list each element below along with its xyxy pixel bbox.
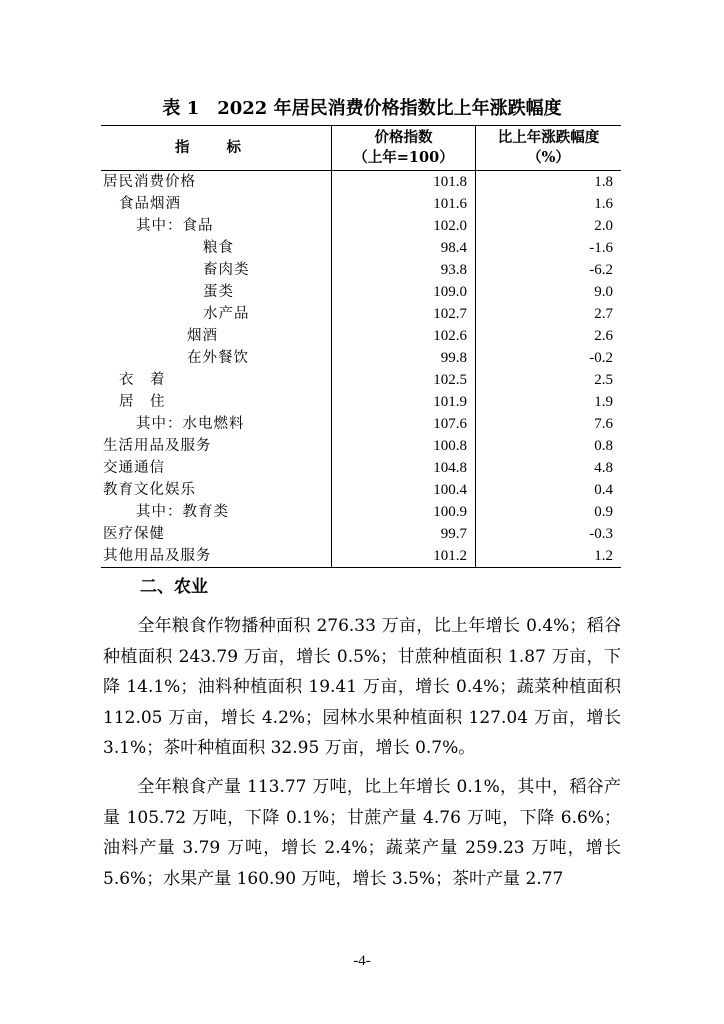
row-index: 101.8 [332, 171, 476, 194]
row-name: 粮食 [101, 237, 332, 259]
paragraph-production [103, 772, 621, 894]
table-row [101, 237, 621, 259]
row-index: 101.6 [332, 193, 476, 215]
row-index: 98.4 [332, 237, 476, 259]
row-name: 居民消费价格 [101, 171, 332, 194]
row-index: 93.8 [332, 259, 476, 281]
table-row [101, 281, 621, 303]
row-name: 教育文化娱乐 [101, 479, 332, 501]
row-change: 2.6 [594, 328, 613, 344]
row-change: 7.6 [594, 416, 613, 432]
row-index: 101.9 [332, 391, 476, 413]
table-row [101, 435, 621, 457]
page-number: -4- [353, 953, 371, 969]
row-index: 99.7 [332, 523, 476, 545]
row-change: -0.3 [589, 526, 613, 542]
paragraph-planting-area [103, 611, 621, 764]
table-row [101, 501, 621, 523]
row-index: 100.4 [332, 479, 476, 501]
table-row [101, 171, 621, 194]
row-change: 4.8 [594, 460, 613, 476]
row-change: 1.6 [594, 196, 613, 212]
row-index: 104.8 [332, 457, 476, 479]
row-change: 0.9 [594, 504, 613, 520]
row-name: 其中：食品 [101, 215, 332, 237]
header-indicator: 指 标 [101, 126, 332, 171]
row-change: -1.6 [589, 240, 613, 256]
row-name: 食品烟酒 [101, 193, 332, 215]
row-name: 其他用品及服务 [101, 545, 332, 568]
table-row [101, 413, 621, 435]
row-change: 1.2 [476, 545, 622, 568]
table-caption: 表 1 2022 年居民消费价格指数比上年涨跌幅度 [162, 98, 562, 119]
row-change: 2.7 [594, 306, 613, 322]
row-name: 居 住 [101, 391, 332, 413]
header-change-line1: 比上年涨跌幅度 [497, 129, 600, 146]
row-name: 其中：教育类 [101, 501, 332, 523]
paragraph-text: 全年粮食产量 113.77 万吨，比上年增长 0.1%，其中，稻谷产量 105.72 万吨，下降 0.1%；甘蔗产量 4.76 万吨，下降 6.6%；油料产量 3.79 万吨，增长 2.4%；蔬菜产量 259.23 万吨，增长 5.6%；水果产量 160.90 万吨，增长 3.5%；茶叶产量 2.77 [103, 777, 621, 889]
row-name: 在外餐饮 [101, 347, 332, 369]
row-name: 水产品 [101, 303, 332, 325]
table-row [101, 347, 621, 369]
table-row [101, 457, 621, 479]
section-title: 二、农业 [140, 577, 208, 597]
row-change: 2.0 [594, 218, 613, 234]
row-index: 102.7 [332, 303, 476, 325]
row-change: 9.0 [594, 284, 613, 300]
row-name: 其中：水电燃料 [101, 413, 332, 435]
header-change [476, 126, 622, 171]
table-row [101, 545, 621, 568]
row-change: 1.8 [594, 174, 613, 190]
table-row [101, 325, 621, 347]
header-price-index [332, 126, 476, 171]
row-change: -0.2 [589, 350, 613, 366]
row-index: 102.6 [332, 325, 476, 347]
table-header-row [101, 126, 621, 171]
paragraph-text: 全年粮食作物播种面积 276.33 万亩，比上年增长 0.4%；稻谷种植面积 243.79 万亩，增长 0.5%；甘蔗种植面积 1.87 万亩，下降 14.1%；油料种植面积 19.41 万亩，增长 0.4%；蔬菜种植面积 112.05 万亩，增长 4.2%；园林水果种植面积 127.04 万亩，增长 3.1%；茶叶种植面积 32.95 万亩，增长 0.7%。 [103, 616, 621, 758]
row-index: 100.8 [332, 435, 476, 457]
header-change-line2: （%） [527, 149, 570, 166]
row-index: 100.9 [332, 501, 476, 523]
row-index: 101.2 [332, 545, 476, 568]
row-change: 1.9 [594, 394, 613, 410]
row-index: 107.6 [332, 413, 476, 435]
row-change: 0.4 [594, 482, 613, 498]
cpi-table [101, 125, 621, 568]
row-name: 蛋类 [101, 281, 332, 303]
table-row [101, 193, 621, 215]
table-row [101, 369, 621, 391]
row-name: 衣 着 [101, 369, 332, 391]
row-index: 99.8 [332, 347, 476, 369]
row-name: 医疗保健 [101, 523, 332, 545]
row-name: 交通通信 [101, 457, 332, 479]
row-index: 102.5 [332, 369, 476, 391]
table-row [101, 391, 621, 413]
row-name: 畜肉类 [101, 259, 332, 281]
row-name: 生活用品及服务 [101, 435, 332, 457]
row-change: 0.8 [594, 438, 613, 454]
row-change: 2.5 [594, 372, 613, 388]
row-index: 102.0 [332, 215, 476, 237]
table-row [101, 303, 621, 325]
header-price-index-line1: 价格指数 [374, 129, 433, 146]
table-row [101, 259, 621, 281]
row-name: 烟酒 [101, 325, 332, 347]
table-row [101, 523, 621, 545]
table-row [101, 215, 621, 237]
header-price-index-line2: （上年=100） [353, 149, 454, 166]
row-change: -6.2 [589, 262, 613, 278]
table-row [101, 479, 621, 501]
row-index: 109.0 [332, 281, 476, 303]
